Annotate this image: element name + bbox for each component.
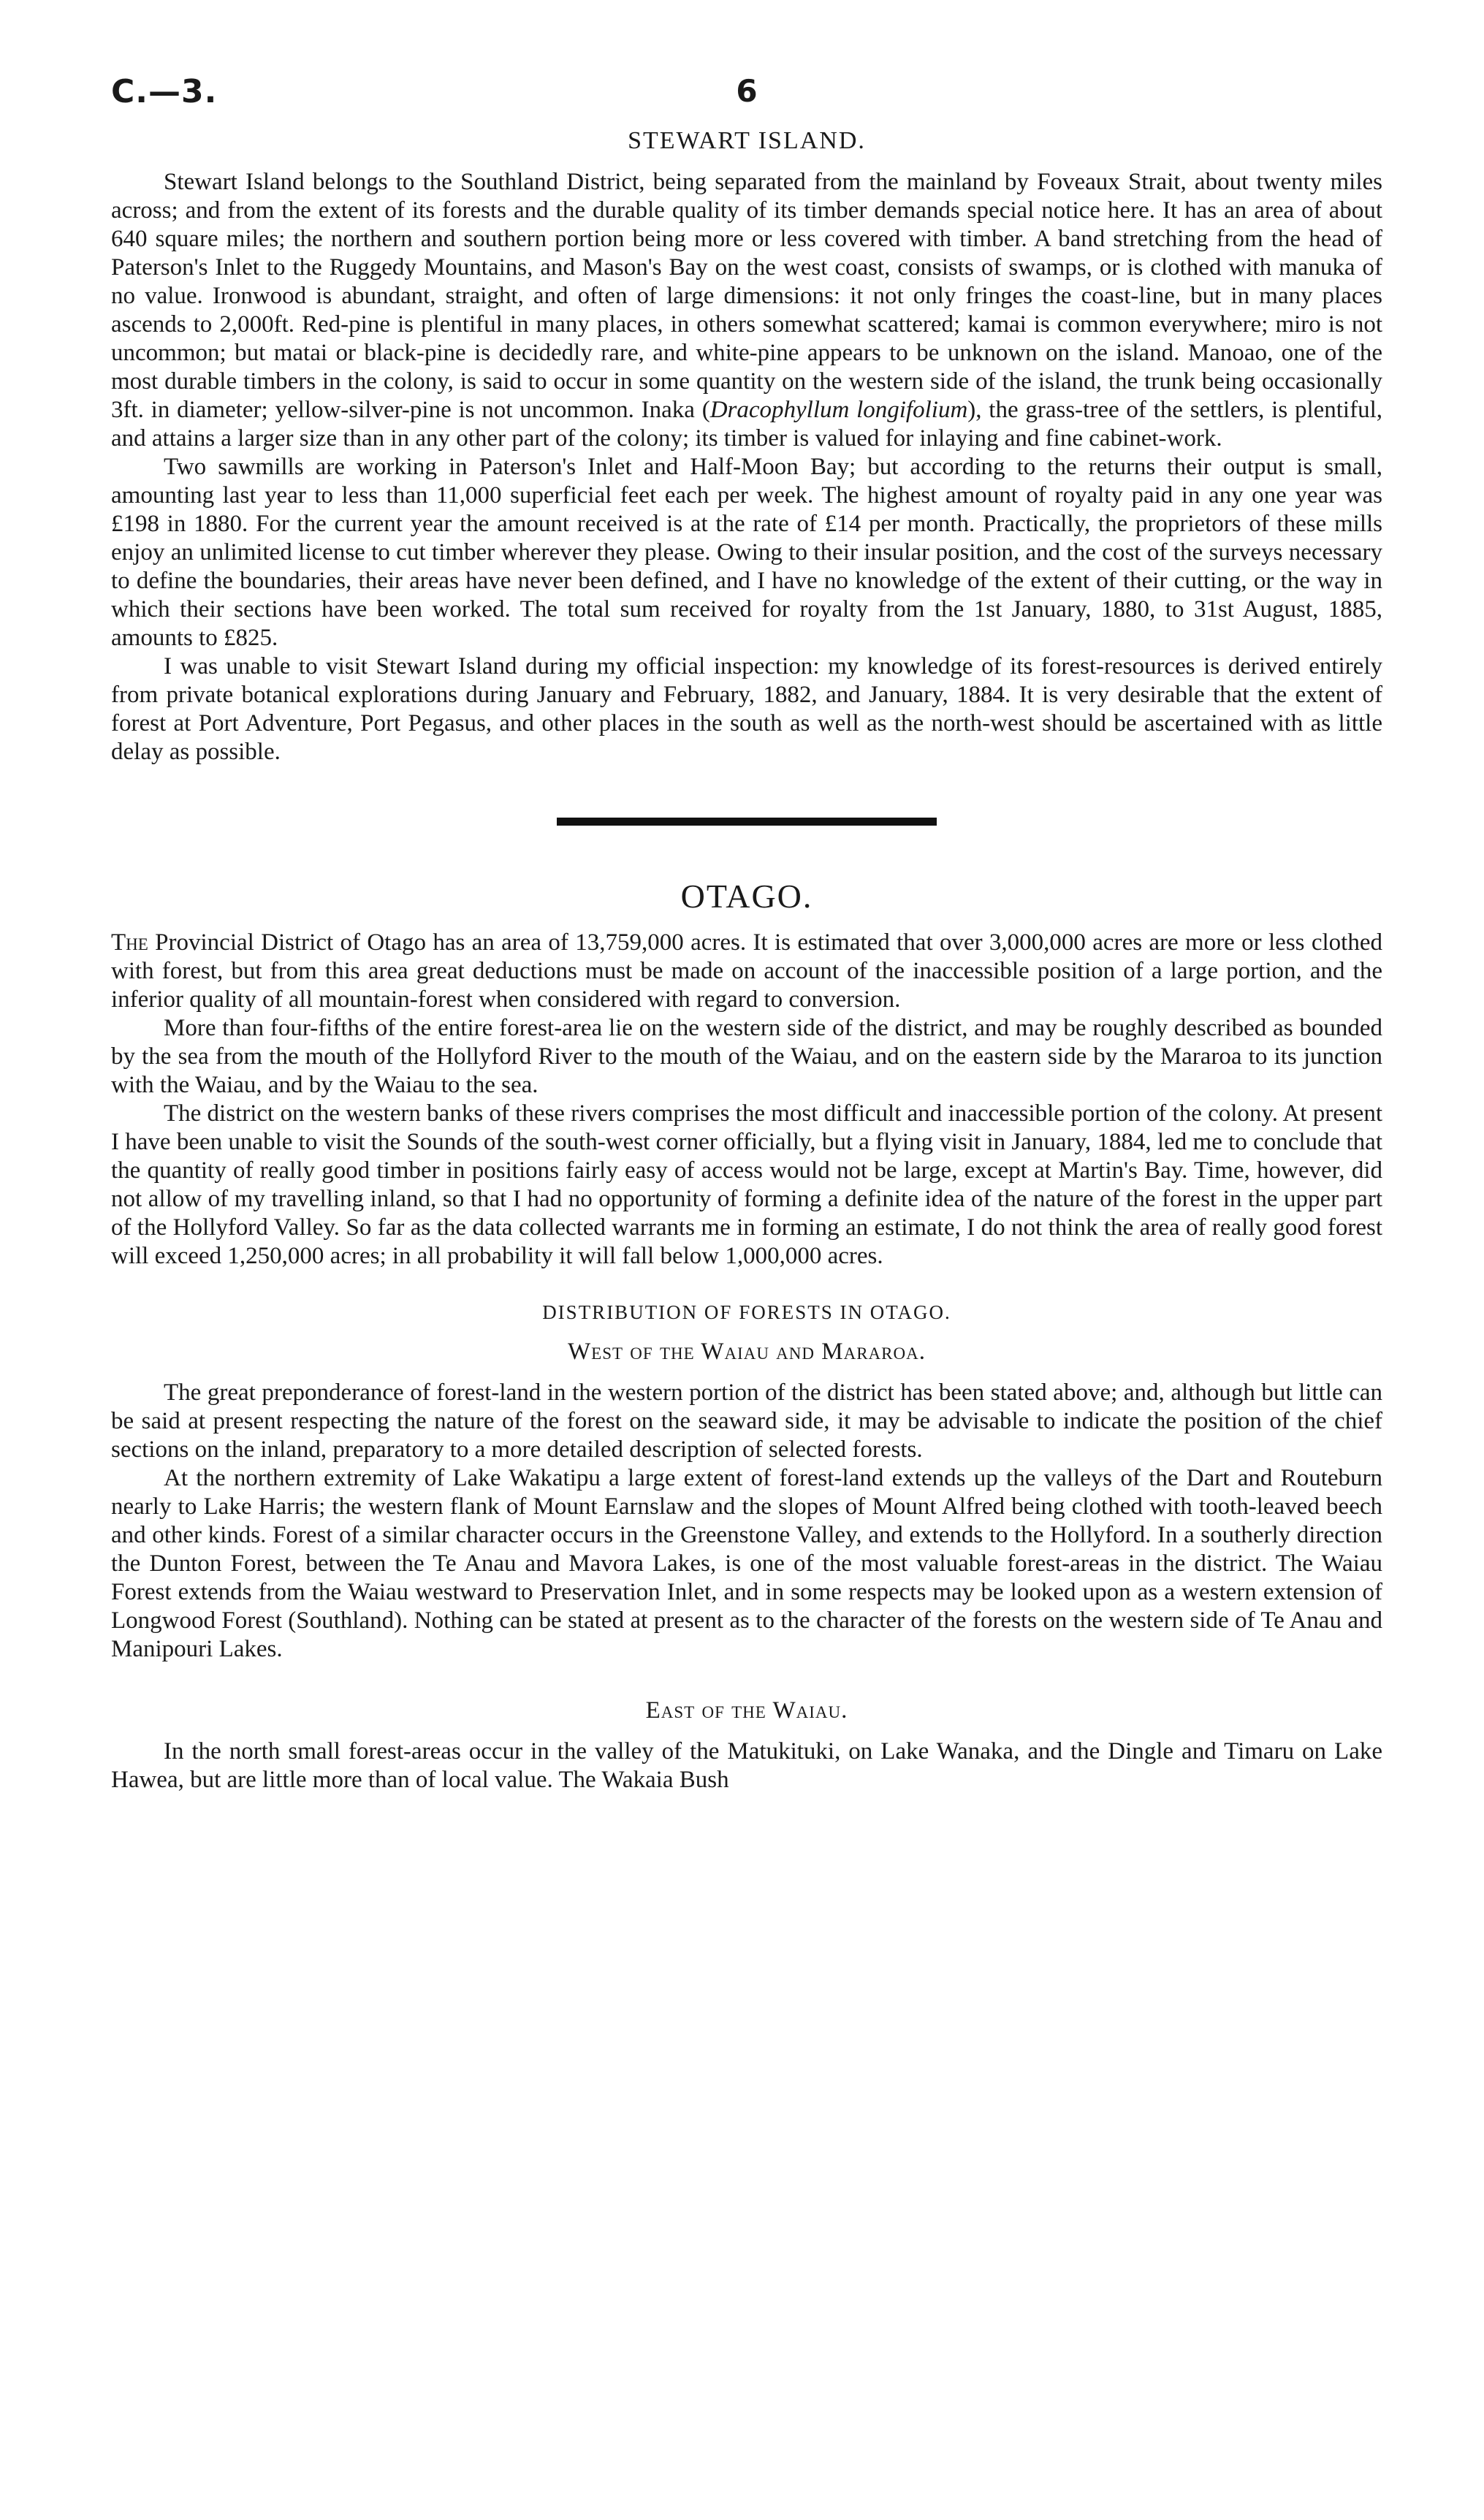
subheading-east-of-waiau: East of the Waiau.	[645, 1697, 848, 1724]
document-page	[111, 73, 1382, 1794]
section-title-stewart-island: STEWART ISLAND.	[628, 127, 866, 154]
paragraph: Two sawmills are working in Paterson's Inlet and Half-Moon Bay; but according to the returns their output is small, amounting last year to less than 11,000 superficial feet each per week. The highest amount of royalty paid in any one year was £198 in 1880. For the current year the amount received is at the rate of £14 per month. Practically, the proprietors of these mills enjoy an unlimited license to cut timber wherever they please. Owing to their insular position, and the cost of the surveys necessary to define the boundaries, their areas have never been defined, and I have no knowledge of the extent of their cutting, or the way in which their sections have been worked. The total sum received for royalty from the 1st January, 1880, to 31st August, 1885, amounts to £825.	[111, 454, 1382, 651]
page-header	[111, 73, 1382, 124]
section-title-otago: OTAGO.	[680, 878, 813, 915]
paragraph: More than four-fifths of the entire forest-area lie on the western side of the district, and may be roughly described as bounded by the sea from the mouth of the Hollyford River to the mouth of the Waiau, and on the eastern side by the Mararoa to its junction with the Waiau, and by the Waiau to the sea.	[111, 1015, 1382, 1098]
distribution-section	[111, 1301, 1382, 1794]
page-number: 6	[736, 73, 758, 109]
species-name: Dracophyllum longifolium	[709, 397, 968, 423]
paragraph: At the northern extremity of Lake Wakatipu a large extent of forest-land extends up the valleys of the Dart and Routeburn nearly to Lake Harris; the western flank of Mount Earnslaw and the slopes of Mount Alfred being clothed with tooth-leaved beech and other kinds. Forest of a similar character occurs in the Greenstone Valley, and extends to the Hollyford. In a southerly direction the Dunton Forest, between the Te Anau and Mavora Lakes, is one of the most valuable forest-areas in the district. The Waiau Forest extends from the Waiau westward to Preservation Inlet, and in some respects may be looked upon as a western extension of Longwood Forest (Southland). Nothing can be stated at present as to the character of the forests on the western side of Te Anau and Manipouri Lakes.	[111, 1465, 1382, 1662]
paragraph: I was unable to visit Stewart Island during my official inspection: my knowledge of its forest-resources is derived entirely from private botanical explorations during January and February, 1882, and January, 1884. It is very desirable that the extent of forest at Port Adventure, Port Pegasus, and other places in the south as well as the north-west should be ascertained with as little delay as possible.	[111, 653, 1382, 765]
paragraph: The great preponderance of forest-land in the western portion of the district has been stated above; and, although but little can be said at present respecting the nature of the forest on the seaward side, it may be advisable to indicate the position of the chief sections on the inland, preparatory to a more detailed description of selected forests.	[111, 1379, 1382, 1463]
paragraph: The district on the western banks of these rivers comprises the most difficult and inaccessible portion of the colony. At present I have been unable to visit the Sounds of the south-west corner officially, but a flying visit in January, 1884, led me to conclude that the quantity of really good timber in positions fairly easy of access would not be large, except at Martin's Bay. Time, however, did not allow of my travelling inland, so that I had no opportunity of forming a definite idea of the nature of the forest in the upper part of the Hollyford Valley. So far as the data collected warrants me in forming an estimate, I do not think the area of really good forest will exceed 1,250,000 acres; in all probability it will fall below 1,000,000 acres.	[111, 1100, 1382, 1269]
paragraph: In the north small forest-areas occur in the valley of the Matukituki, on Lake Wanaka, and the Dingle and Timaru on Lake Hawea, but are little more than of local value. The Wakaia Bush	[111, 1738, 1382, 1793]
lead-word: The	[111, 929, 148, 956]
document-reference: C.—3.	[111, 73, 218, 110]
paragraph: The Provincial District of Otago has an area of 13,759,000 acres. It is estimated that over 3,000,000 acres are more or less clothed with forest, but from this area great deductions must be made on account of the inaccessible position of a large portion, and the inferior quality of all mountain-forest when considered with regard to conversion.	[111, 929, 1382, 1013]
distribution-heading: DISTRIBUTION OF FORESTS IN OTAGO.	[542, 1301, 951, 1323]
paragraph: Stewart Island belongs to the Southland District, being separated from the mainland by Foveaux Strait, about twenty miles across; and from the extent of its forests and the durable quality of its timber demands special notice here. It has an area of about 640 square miles; the northern and southern portion being more or less covered with timber. A band stretching from the head of Paterson's Inlet to the Ruggedy Mountains, and Mason's Bay on the west coast, consists of swamps, or is clothed with manuka of no value. Ironwood is abundant, straight, and often of large dimensions: it not only fringes the coast-line, but in many places ascends to 2,000ft. Red-pine is plentiful in many places, in others somewhat scattered; kamai is common everywhere; miro is not uncommon; but matai or black-pine is decidedly rare, and white-pine appears to be unknown on the island. Manoao, one of the most durable timbers in the colony, is said to occur in some quantity on the western side of the island, the trunk being occasionally 3ft. in diameter; yellow-silver-pine is not uncommon. Inaka (Dracophyllum longifolium), the grass-tree of the settlers, is plentiful, and attains a larger size than in any other part of the colony; its timber is valued for inlaying and fine cabinet-work.	[111, 169, 1383, 452]
subheading-west-of-waiau: West of the Waiau and Mararoa.	[568, 1339, 926, 1365]
section-divider	[557, 818, 937, 826]
otago-section	[111, 877, 1382, 1271]
stewart-island-section	[111, 127, 1382, 766]
